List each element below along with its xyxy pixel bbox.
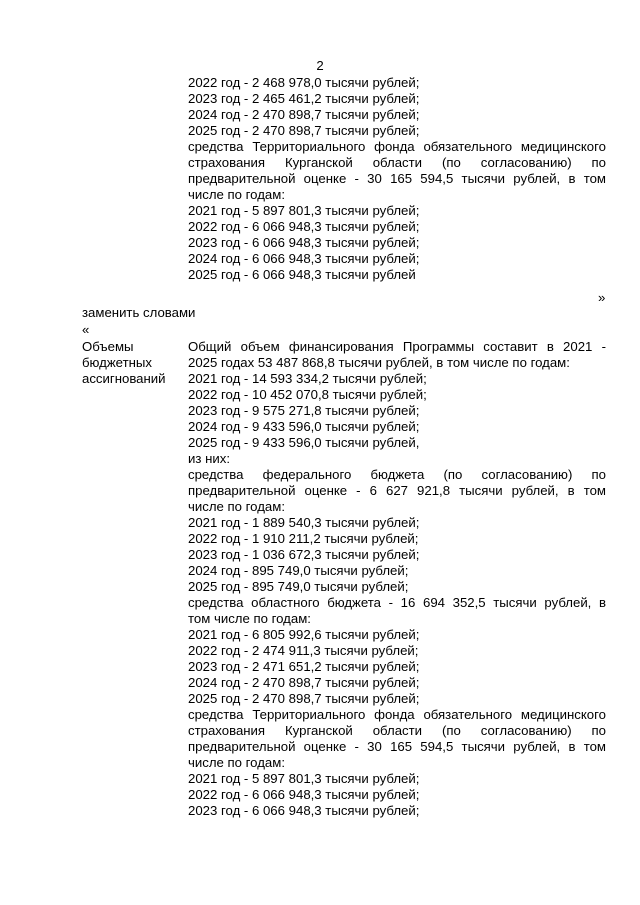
year-line: 2024 год - 895 749,0 тысячи рублей; xyxy=(188,563,409,578)
top-block xyxy=(188,75,606,283)
year-line: 2023 год - 2 471 651,2 тысячи рублей; xyxy=(188,659,420,674)
para-line: страхования Курганской области (по согласованию) по xyxy=(188,155,606,170)
year-line: 2022 год - 6 066 948,3 тысячи рублей; xyxy=(188,219,420,234)
para-line: числе по годам: xyxy=(188,187,285,202)
para-line: том числе по годам: xyxy=(188,611,311,626)
year-line: 2023 год - 6 066 948,3 тысячи рублей; xyxy=(188,235,420,250)
year-line: 2021 год - 14 593 334,2 тысячи рублей; xyxy=(188,371,427,386)
para-line: средства Территориального фонда обязательного медицинского xyxy=(188,139,606,154)
year-line: 2021 год - 1 889 540,3 тысячи рублей; xyxy=(188,515,420,530)
label-line: ассигнований xyxy=(82,371,166,386)
para-line: средства областного бюджета - 16 694 352,5 тысячи рублей, в xyxy=(188,595,606,610)
year-line: 2022 год - 1 910 211,2 тысячи рублей; xyxy=(188,531,419,546)
para-line: Общий объем финансирования Программы составит в 2021 - xyxy=(188,339,606,354)
para-line: средства Территориального фонда обязательного медицинского xyxy=(188,707,606,722)
para-line: предварительной оценке - 30 165 594,5 тысячи рублей, в том xyxy=(188,171,606,186)
year-line: 2022 год - 6 066 948,3 тысячи рублей; xyxy=(188,787,420,802)
year-line: 2022 год - 10 452 070,8 тысячи рублей; xyxy=(188,387,427,402)
open-quote: « xyxy=(82,322,90,337)
label-line: Объемы xyxy=(82,339,134,354)
year-line: 2024 год - 9 433 596,0 тысячи рублей; xyxy=(188,419,420,434)
year-line: 2022 год - 2 474 911,3 тысячи рублей; xyxy=(188,643,419,658)
of-them-line: из них: xyxy=(188,451,230,466)
year-line: 2024 год - 2 470 898,7 тысячи рублей; xyxy=(188,107,420,122)
replace-label: заменить словами xyxy=(82,305,196,320)
year-line: 2022 год - 2 468 978,0 тысячи рублей; xyxy=(188,75,420,90)
year-line: 2025 год - 2 470 898,7 тысячи рублей; xyxy=(188,691,420,706)
year-line: 2021 год - 5 897 801,3 тысячи рублей; xyxy=(188,771,420,786)
para-line: страхования Курганской области (по согласованию) по xyxy=(188,723,606,738)
year-line: 2023 год - 9 575 271,8 тысячи рублей; xyxy=(188,403,420,418)
year-line: 2021 год - 6 805 992,6 тысячи рублей; xyxy=(188,627,420,642)
label-line: бюджетных xyxy=(82,355,152,370)
main-block xyxy=(188,339,606,819)
para-line: предварительной оценке - 30 165 594,5 тысячи рублей, в том xyxy=(188,739,606,754)
year-line: 2024 год - 6 066 948,3 тысячи рублей; xyxy=(188,251,420,266)
year-line: 2025 год - 6 066 948,3 тысячи рублей xyxy=(188,267,416,282)
year-line: 2025 год - 895 749,0 тысячи рублей; xyxy=(188,579,409,594)
para-line: 2025 годах 53 487 868,8 тысячи рублей, в том числе по годам: xyxy=(188,355,570,370)
year-line: 2025 год - 9 433 596,0 тысячи рублей, xyxy=(188,435,420,450)
close-quote: » xyxy=(598,290,606,305)
year-line: 2024 год - 2 470 898,7 тысячи рублей; xyxy=(188,675,420,690)
year-line: 2023 год - 1 036 672,3 тысячи рублей; xyxy=(188,547,420,562)
para-line: средства федерального бюджета (по согласованию) по xyxy=(188,467,606,482)
year-line: 2023 год - 2 465 461,2 тысячи рублей; xyxy=(188,91,420,106)
year-line: 2023 год - 6 066 948,3 тысячи рублей; xyxy=(188,803,420,818)
para-line: предварительной оценке - 6 627 921,8 тысячи рублей, в том xyxy=(188,483,606,498)
label-column xyxy=(82,339,182,387)
para-line: числе по годам: xyxy=(188,499,285,514)
year-line: 2021 год - 5 897 801,3 тысячи рублей; xyxy=(188,203,420,218)
year-line: 2025 год - 2 470 898,7 тысячи рублей; xyxy=(188,123,420,138)
para-line: числе по годам: xyxy=(188,755,285,770)
page-number: 2 xyxy=(316,58,324,73)
